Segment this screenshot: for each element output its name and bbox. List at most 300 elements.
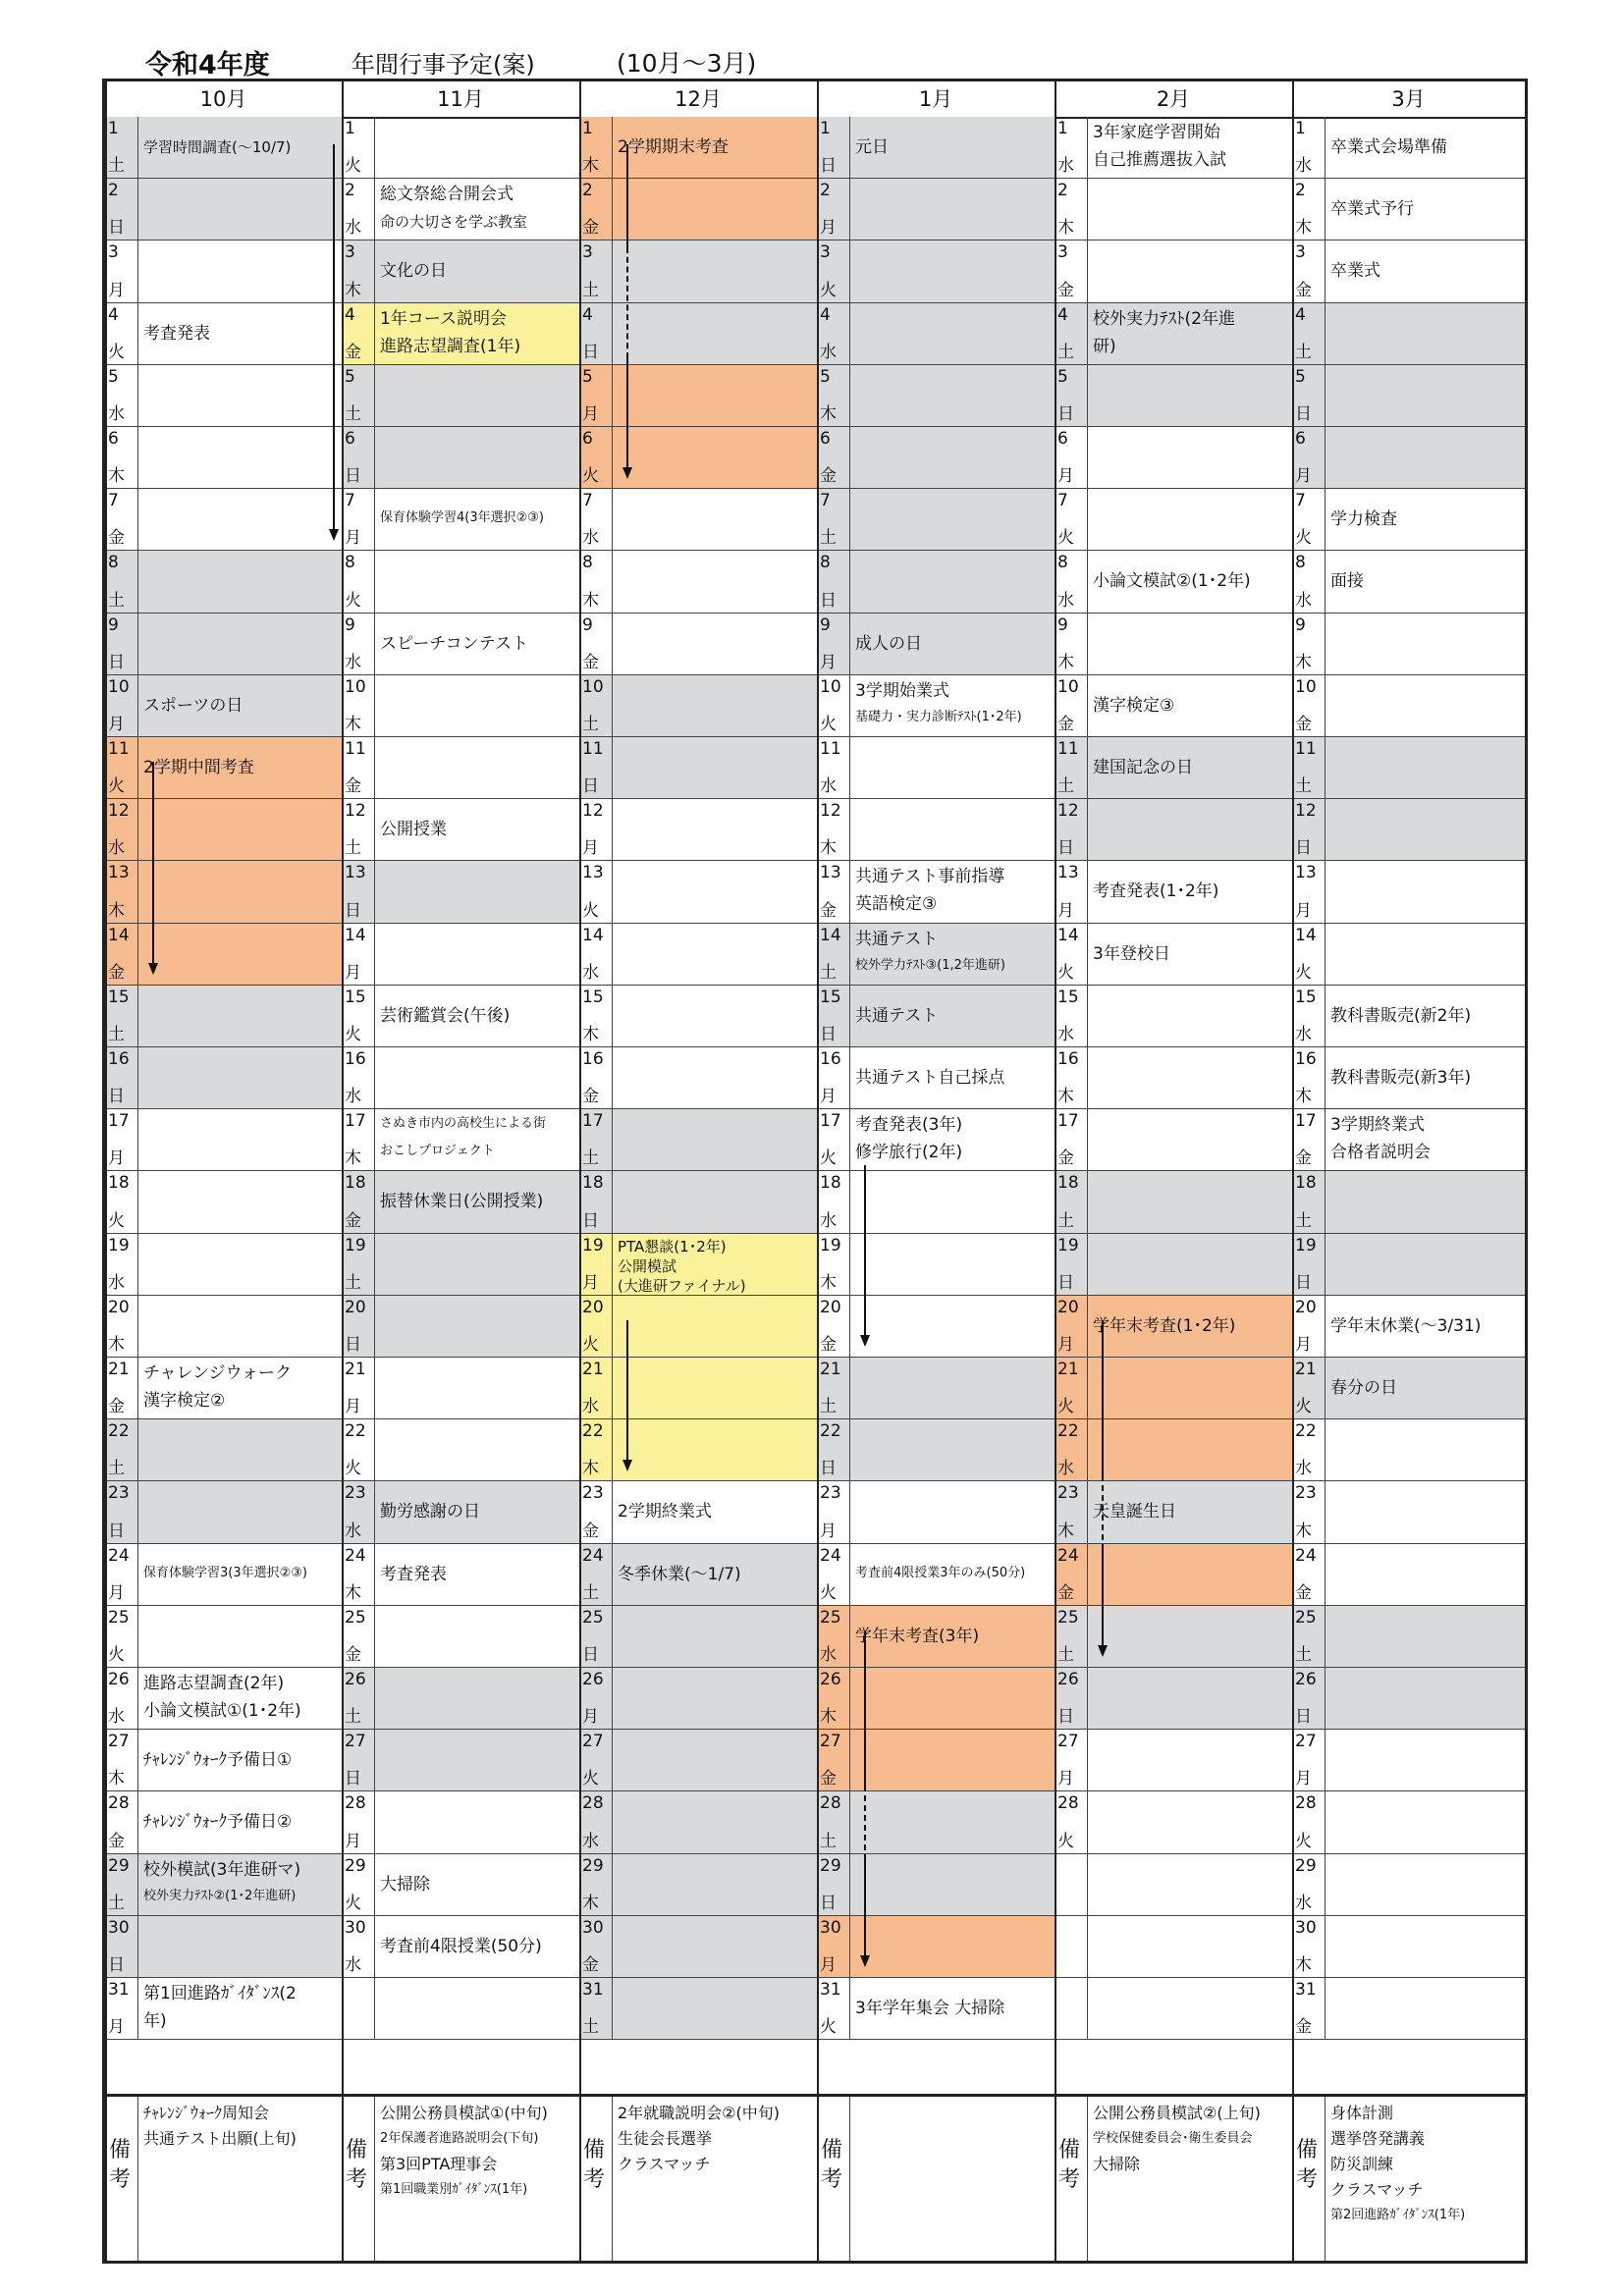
- weekday: 水: [108, 1272, 125, 1293]
- day-number: 14: [108, 925, 130, 945]
- day-cell: [579, 861, 817, 923]
- date-divider: [612, 427, 613, 488]
- day-cell: [1292, 737, 1525, 799]
- day-number: 8: [1295, 553, 1306, 573]
- date-divider: [1087, 614, 1088, 674]
- event-text: 共通テスト事前指導: [855, 867, 1005, 887]
- date-divider: [849, 1668, 850, 1729]
- date-divider: [374, 117, 375, 178]
- weekday: 月: [345, 1397, 361, 1417]
- remarks-line: 学校保健委員会･衛生委員会: [1093, 2131, 1253, 2146]
- remarks-line: 公開公務員模試②(上旬): [1093, 2104, 1261, 2122]
- day-cell: [342, 179, 579, 240]
- weekday: 木: [345, 280, 361, 300]
- day-number: 9: [820, 614, 831, 635]
- title-range: (10月～3月): [617, 49, 757, 78]
- weekday: 土: [582, 1148, 599, 1169]
- day-number: 23: [582, 1483, 604, 1504]
- day-number: 15: [108, 987, 130, 1007]
- day-number: 23: [820, 1483, 841, 1504]
- day-number: 28: [820, 1793, 841, 1814]
- weekday: 金: [1057, 1582, 1074, 1603]
- weekday: 日: [1295, 403, 1312, 424]
- date-divider: [849, 240, 850, 301]
- day-cell: [105, 986, 342, 1047]
- day-cell: [817, 1544, 1055, 1606]
- day-number: 6: [1057, 429, 1068, 449]
- weekday: 水: [820, 776, 837, 797]
- day-number: 9: [1057, 614, 1068, 635]
- event-text: 小論文模試②(1･2年): [1093, 571, 1251, 592]
- event-text: 漢字検定③: [1093, 695, 1175, 716]
- day-number: 24: [820, 1545, 841, 1566]
- day-cell: [342, 117, 579, 179]
- date-divider: [374, 551, 375, 612]
- day-cell: [579, 924, 817, 986]
- date-divider: [137, 551, 138, 612]
- weekday: 月: [345, 1831, 361, 1851]
- day-cell: [817, 240, 1055, 302]
- day-number: 25: [108, 1607, 130, 1628]
- event-text: 総文祭総合開会式: [380, 185, 514, 205]
- weekday: 土: [582, 1582, 599, 1603]
- day-number: 15: [1295, 987, 1317, 1007]
- day-cell: [342, 1481, 579, 1543]
- date-divider: [1087, 489, 1088, 550]
- day-number: 4: [345, 304, 355, 325]
- weekday: 火: [582, 1769, 599, 1789]
- day-number: 1: [582, 119, 593, 138]
- date-divider: [1087, 861, 1088, 922]
- day-cell: [817, 675, 1055, 737]
- date-divider: [137, 1234, 138, 1295]
- day-cell: [1292, 1109, 1525, 1171]
- remarks-line: 公開公務員模試①(中旬): [380, 2104, 548, 2122]
- month-header: 10月: [105, 81, 342, 119]
- date-divider: [137, 240, 138, 301]
- day-cell: [817, 986, 1055, 1047]
- date-divider: [849, 737, 850, 798]
- date-divider: [612, 117, 613, 178]
- day-number: 3: [345, 242, 355, 263]
- date-divider: [137, 1171, 138, 1232]
- date-divider: [849, 1047, 850, 1108]
- weekday: 木: [1057, 1087, 1074, 1107]
- day-number: 4: [820, 304, 831, 325]
- weekday: 水: [1057, 1024, 1074, 1044]
- weekday: 金: [108, 1397, 125, 1417]
- day-cell: [579, 1481, 817, 1543]
- date-divider: [1087, 1419, 1088, 1480]
- day-cell: [1055, 1854, 1292, 1916]
- weekday: 金: [345, 1644, 361, 1665]
- day-number: 22: [582, 1421, 604, 1442]
- day-number: 24: [345, 1545, 366, 1566]
- day-cell: [1292, 1419, 1525, 1481]
- weekday: 水: [820, 1644, 837, 1665]
- date-divider: [137, 1791, 138, 1852]
- date-divider: [1087, 737, 1088, 798]
- day-cell: [1292, 117, 1525, 179]
- day-number: 2: [1295, 181, 1306, 201]
- date-divider: [1087, 1916, 1088, 1977]
- weekday: 木: [345, 1582, 361, 1603]
- weekday: 水: [345, 652, 361, 672]
- date-divider: [137, 2097, 138, 2261]
- weekday: 日: [1057, 1272, 1074, 1293]
- weekday: 日: [1057, 1707, 1074, 1728]
- date-divider: [1087, 1047, 1088, 1108]
- weekday: 土: [1057, 1210, 1074, 1231]
- date-divider: [374, 1296, 375, 1357]
- day-number: 10: [108, 676, 130, 697]
- weekday: 木: [820, 1272, 837, 1293]
- weekday: 土: [345, 1707, 361, 1728]
- event-text: 2学期中間考査: [143, 758, 254, 778]
- day-number: 22: [1295, 1421, 1317, 1442]
- date-divider: [374, 1606, 375, 1667]
- day-cell: [342, 427, 579, 489]
- date-divider: [849, 489, 850, 550]
- day-number: 10: [820, 676, 841, 697]
- day-number: 11: [582, 739, 604, 759]
- weekday: 火: [582, 1334, 599, 1355]
- date-divider: [849, 1481, 850, 1542]
- event-text: さぬき市内の高校生による街: [380, 1116, 547, 1132]
- weekday: 月: [1295, 466, 1312, 487]
- day-number: 15: [582, 987, 604, 1007]
- weekday: 木: [1057, 652, 1074, 672]
- date-divider: [374, 1668, 375, 1729]
- weekday: 金: [582, 1521, 599, 1541]
- weekday: 水: [1057, 156, 1074, 177]
- weekday: 日: [108, 652, 125, 672]
- weekday: 水: [582, 1397, 599, 1417]
- day-number: 3: [1295, 242, 1306, 263]
- day-number: 19: [345, 1235, 366, 1255]
- remarks-line: 2年保護者進路説明会(下旬): [380, 2131, 539, 2146]
- day-number: 3: [820, 242, 831, 263]
- day-cell: [579, 551, 817, 613]
- day-number: 25: [1295, 1607, 1317, 1628]
- weekday: 日: [820, 1024, 837, 1044]
- day-number: 2: [108, 181, 119, 201]
- day-cell: [342, 489, 579, 551]
- event-text: 学力検査: [1330, 509, 1397, 530]
- weekday: 土: [582, 714, 599, 734]
- day-number: 13: [1057, 863, 1079, 883]
- day-number: 25: [820, 1607, 841, 1628]
- date-divider: [612, 1730, 613, 1790]
- remarks-area: [817, 2094, 1055, 2261]
- event-text: 合格者説明会: [1330, 1143, 1431, 1163]
- day-cell: [579, 1171, 817, 1233]
- day-number: 10: [1057, 676, 1079, 697]
- day-cell: [105, 117, 342, 179]
- date-divider: [612, 1606, 613, 1667]
- date-divider: [849, 427, 850, 488]
- day-number: 22: [1057, 1421, 1079, 1442]
- day-cell: [342, 1730, 579, 1791]
- day-number: 17: [1057, 1111, 1079, 1132]
- weekday: 金: [1057, 714, 1074, 734]
- day-number: 1: [108, 119, 119, 138]
- weekday: 土: [108, 156, 125, 177]
- weekday: 日: [1295, 838, 1312, 859]
- day-cell: [817, 1481, 1055, 1543]
- day-number: 31: [108, 1980, 130, 2000]
- day-number: 23: [345, 1483, 366, 1504]
- weekday: 土: [582, 2017, 599, 2038]
- weekday: 土: [820, 1397, 837, 1417]
- weekday: 金: [1295, 1582, 1312, 1603]
- day-number: 26: [108, 1670, 130, 1689]
- day-number: 28: [108, 1793, 130, 1814]
- date-divider: [1087, 117, 1088, 178]
- day-cell: [579, 1854, 817, 1916]
- duration-arrow: [864, 1786, 866, 1860]
- day-number: 2: [582, 181, 593, 201]
- weekday: 木: [582, 156, 599, 177]
- event-text: 3年学年集会 大掃除: [855, 1999, 1005, 2019]
- weekday: 木: [820, 403, 837, 424]
- day-cell: [817, 924, 1055, 986]
- date-divider: [612, 365, 613, 426]
- weekday: 木: [582, 1893, 599, 1913]
- event-text: 考査発表: [380, 1564, 447, 1584]
- day-number: 14: [582, 925, 604, 945]
- weekday: 木: [1057, 218, 1074, 239]
- day-number: 15: [345, 987, 366, 1007]
- date-divider: [612, 986, 613, 1046]
- date-divider: [612, 1296, 613, 1357]
- date-divider: [849, 303, 850, 364]
- day-number: 28: [582, 1793, 604, 1814]
- remarks-area: [105, 2094, 342, 2261]
- date-divider: [849, 1419, 850, 1480]
- day-cell: [342, 1606, 579, 1668]
- date-divider: [612, 1791, 613, 1852]
- weekday: 火: [820, 280, 837, 300]
- date-divider: [849, 2097, 850, 2261]
- day-number: 17: [582, 1111, 604, 1132]
- day-number: 17: [1295, 1111, 1317, 1132]
- day-number: 3: [1057, 242, 1068, 263]
- weekday: 木: [1295, 652, 1312, 672]
- date-divider: [374, 303, 375, 364]
- date-divider: [849, 551, 850, 612]
- day-number: 5: [820, 366, 831, 387]
- month-column-4: [817, 81, 1055, 2261]
- day-number: 5: [345, 366, 355, 387]
- event-text: 2学期期末考査: [618, 137, 729, 158]
- day-cell: [1292, 1606, 1525, 1668]
- day-cell: [342, 365, 579, 427]
- event-text: おこしプロジェクト: [380, 1144, 495, 1159]
- day-cell: [1292, 1544, 1525, 1606]
- day-cell: [342, 1419, 579, 1481]
- weekday: 日: [345, 1769, 361, 1789]
- date-divider: [612, 1854, 613, 1915]
- day-cell: [817, 1791, 1055, 1853]
- day-number: 24: [108, 1545, 130, 1566]
- weekday: 火: [1057, 1831, 1074, 1851]
- event-text: 教科書販売(新3年): [1330, 1068, 1472, 1089]
- day-cell: [817, 1358, 1055, 1419]
- day-number: 19: [108, 1235, 130, 1255]
- day-number: 10: [1295, 676, 1317, 697]
- remarks-line: 大掃除: [1093, 2155, 1141, 2173]
- date-divider: [849, 1916, 850, 1977]
- day-cell: [105, 675, 342, 737]
- day-cell: [579, 365, 817, 427]
- remarks-text: [1093, 2101, 1290, 2177]
- weekday: 木: [820, 838, 837, 859]
- weekday: 水: [1057, 590, 1074, 611]
- day-cell: [105, 551, 342, 613]
- date-divider: [1087, 675, 1088, 736]
- day-number: 27: [582, 1732, 604, 1752]
- weekday: 日: [820, 156, 837, 177]
- event-text: 進路志望調査(1年): [380, 336, 521, 356]
- weekday: 火: [1295, 528, 1312, 549]
- day-cell: [1292, 1358, 1525, 1419]
- day-number: 15: [820, 987, 841, 1007]
- weekday: 日: [108, 218, 125, 239]
- day-cell: [105, 1109, 342, 1171]
- date-divider: [374, 427, 375, 488]
- day-cell: [817, 1047, 1055, 1109]
- date-divider: [612, 737, 613, 798]
- duration-arrow: [1102, 1320, 1104, 1475]
- event-text: 元日: [855, 137, 889, 158]
- column-divider: [1055, 81, 1056, 2261]
- duration-arrow: [1102, 1550, 1104, 1655]
- remarks-area: [1055, 2094, 1292, 2261]
- day-number: 20: [1295, 1297, 1317, 1317]
- day-cell: [342, 1109, 579, 1171]
- day-cell: [105, 179, 342, 240]
- day-number: 25: [582, 1607, 604, 1628]
- day-number: 24: [1295, 1545, 1317, 1566]
- date-divider: [137, 737, 138, 798]
- weekday: 土: [1057, 342, 1074, 362]
- remarks-label: 備考: [1058, 2138, 1081, 2192]
- day-cell: [1292, 1854, 1525, 1916]
- day-cell: [579, 614, 817, 675]
- date-divider: [1087, 1234, 1088, 1295]
- day-cell: [579, 675, 817, 737]
- remarks-text: [618, 2101, 815, 2177]
- day-cell: [1292, 1171, 1525, 1233]
- day-number: 21: [582, 1360, 604, 1379]
- day-number: 30: [108, 1917, 130, 1938]
- day-number: 28: [345, 1793, 366, 1814]
- day-number: 10: [582, 676, 604, 697]
- day-number: 21: [108, 1360, 130, 1379]
- weekday: 月: [1057, 900, 1074, 921]
- day-number: 16: [1057, 1049, 1079, 1069]
- remarks-area: [579, 2094, 817, 2261]
- weekday: 金: [820, 1769, 837, 1789]
- weekday: 火: [1057, 528, 1074, 549]
- weekday: 水: [1057, 1459, 1074, 1479]
- weekday: 月: [345, 528, 361, 549]
- event-text: 保育体験学習4(3年選択②③): [380, 510, 544, 526]
- date-divider: [374, 986, 375, 1046]
- date-divider: [1087, 240, 1088, 301]
- day-number: 16: [345, 1049, 366, 1069]
- day-cell: [1292, 675, 1525, 737]
- weekday: 木: [582, 1459, 599, 1479]
- day-cell: [1292, 1978, 1525, 2040]
- day-number: 19: [582, 1235, 604, 1255]
- day-cell: [105, 1358, 342, 1419]
- weekday: 木: [108, 900, 125, 921]
- weekday: 水: [345, 1521, 361, 1541]
- day-number: 6: [345, 429, 355, 449]
- event-text: 面接: [1330, 571, 1364, 592]
- event-text: PTA懇談(1･2年): [618, 1237, 727, 1255]
- event-text: 基礎力・実力診断ﾃｽﾄ(1･2年): [855, 709, 1022, 724]
- date-divider: [1087, 1668, 1088, 1729]
- weekday: 金: [1295, 714, 1312, 734]
- day-cell: [105, 240, 342, 302]
- weekday: 土: [582, 280, 599, 300]
- weekday: 水: [582, 528, 599, 549]
- day-cell: [1055, 179, 1292, 240]
- weekday: 日: [1295, 1707, 1312, 1728]
- date-divider: [612, 1109, 613, 1170]
- day-cell: [1055, 924, 1292, 986]
- event-text: 小論文模試①(1･2年): [143, 1701, 301, 1721]
- day-number: 25: [345, 1607, 366, 1628]
- weekday: 金: [1057, 1148, 1074, 1169]
- date-divider: [1087, 1296, 1088, 1357]
- day-number: 13: [345, 863, 366, 883]
- day-cell: [1055, 427, 1292, 489]
- date-divider: [612, 799, 613, 860]
- day-number: 4: [582, 304, 593, 325]
- day-number: 27: [820, 1732, 841, 1752]
- month-column-5: [1055, 81, 1292, 2261]
- day-number: 31: [820, 1980, 841, 2000]
- event-text: 春分の日: [1330, 1378, 1397, 1399]
- day-cell: [579, 799, 817, 861]
- date-divider: [137, 861, 138, 922]
- day-cell: [105, 1419, 342, 1481]
- day-cell: [1055, 1171, 1292, 1233]
- date-divider: [137, 303, 138, 364]
- day-number: 4: [1057, 304, 1068, 325]
- day-cell: [579, 1730, 817, 1791]
- day-cell: [579, 1606, 817, 1668]
- day-number: 14: [1295, 925, 1317, 945]
- day-number: 26: [1295, 1670, 1317, 1689]
- date-divider: [849, 924, 850, 985]
- weekday: 木: [820, 1707, 837, 1728]
- event-text: スピーチコンテスト: [380, 633, 528, 654]
- date-divider: [1087, 986, 1088, 1046]
- weekday: 日: [582, 1210, 599, 1231]
- date-divider: [374, 1234, 375, 1295]
- weekday: 金: [820, 900, 837, 921]
- date-divider: [1087, 303, 1088, 364]
- weekday: 月: [582, 403, 599, 424]
- weekday: 水: [345, 218, 361, 239]
- event-text: 共通テスト: [855, 929, 939, 949]
- weekday: 月: [582, 1707, 599, 1728]
